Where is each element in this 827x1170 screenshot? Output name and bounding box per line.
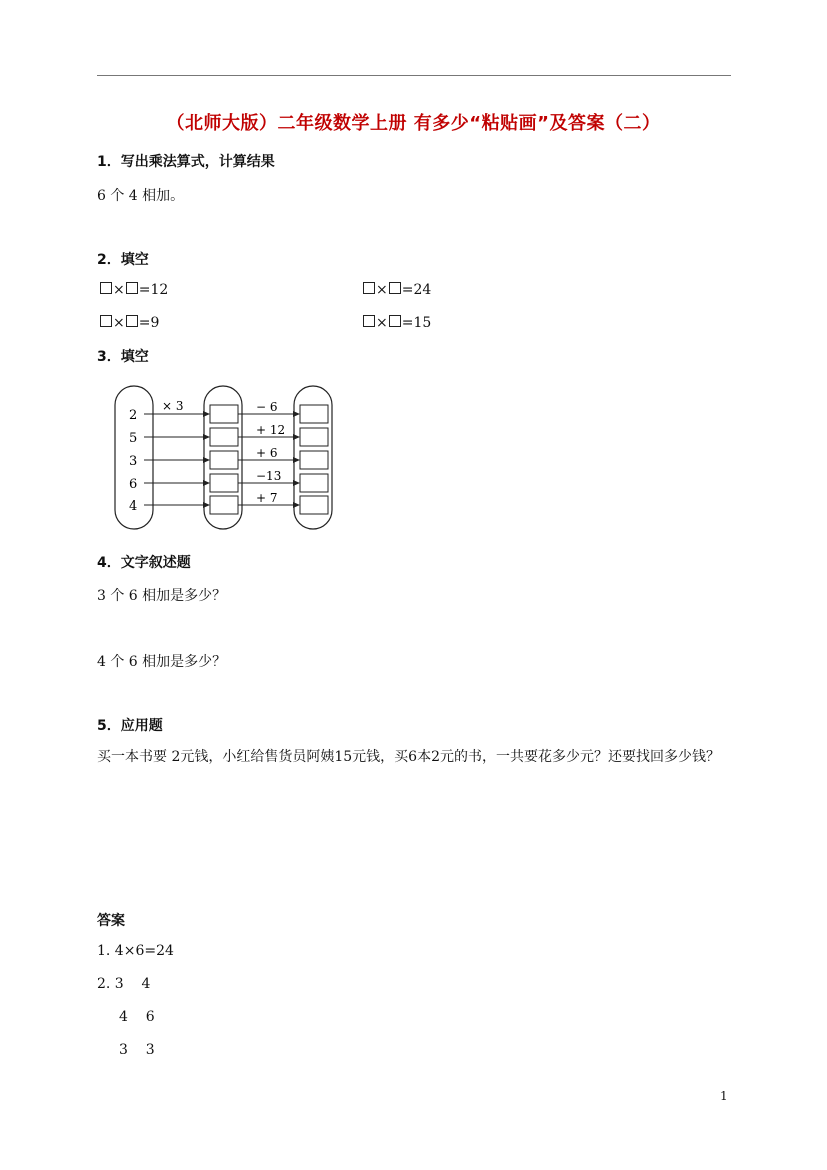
blank-box [389, 282, 401, 294]
q4-line-2: 4 个 6 相加是多少？ [97, 654, 227, 670]
blank-box [363, 282, 375, 294]
second-op-label: + 7 [256, 491, 278, 505]
q4-heading: 4．文字叙述题 [97, 555, 191, 571]
q5-heading: 5．应用题 [97, 718, 163, 734]
q2-equation-2: × =24 [362, 282, 431, 298]
q2-heading: 2．填空 [97, 252, 149, 268]
middle-blank-box [210, 474, 238, 492]
q1-heading: 1．写出乘法算式，计算结果 [97, 154, 275, 170]
blank-box [389, 315, 401, 327]
q2-equation-1: × =12 [99, 282, 168, 298]
blank-box [126, 282, 138, 294]
page-number: 1 [720, 1089, 728, 1103]
middle-blank-box [210, 451, 238, 469]
middle-blank-box [210, 428, 238, 446]
output-blank-box [300, 496, 328, 514]
middle-blank-box [210, 496, 238, 514]
output-blank-box [300, 451, 328, 469]
middle-blank-box [210, 405, 238, 423]
input-number: 2 [129, 408, 138, 423]
q2-equation-4: × =15 [362, 315, 431, 331]
input-number: 3 [129, 454, 138, 469]
input-number: 5 [129, 431, 138, 446]
input-number: 4 [129, 499, 138, 514]
output-blank-box [300, 474, 328, 492]
second-op-label: + 6 [256, 446, 278, 460]
q1-text: 6 个 4 相加。 [97, 188, 185, 204]
document-title: （北师大版）二年级数学上册 有多少“粘贴画”及答案（二） [166, 113, 661, 134]
answer-line-3: 4 6 [119, 1009, 155, 1025]
blank-box [100, 315, 112, 327]
second-op-label: −13 [256, 469, 282, 483]
q5-text: 买一本书要 2元钱，小红给售货员阿姨15元钱，买6本2元的书，一共要花多少元？还要找回多少钱？ [97, 749, 720, 765]
output-blank-box [300, 428, 328, 446]
blank-box [126, 315, 138, 327]
header-rule [97, 75, 731, 76]
second-op-label: − 6 [256, 400, 278, 414]
answer-line-2: 2. 3 4 [97, 976, 151, 992]
input-number: 6 [129, 477, 138, 492]
q4-line-1: 3 个 6 相加是多少？ [97, 588, 227, 604]
second-op-label: + 12 [256, 423, 286, 437]
q3-heading: 3．填空 [97, 349, 149, 365]
mapping-diagram [112, 383, 337, 533]
blank-box [363, 315, 375, 327]
answer-line-1: 1. 4×6=24 [97, 943, 174, 959]
output-blank-box [300, 405, 328, 423]
first-op-label: × 3 [162, 399, 184, 413]
answers-heading: 答案 [97, 913, 125, 929]
q2-equation-3: × =9 [99, 315, 159, 331]
answer-line-4: 3 3 [119, 1042, 155, 1058]
blank-box [100, 282, 112, 294]
